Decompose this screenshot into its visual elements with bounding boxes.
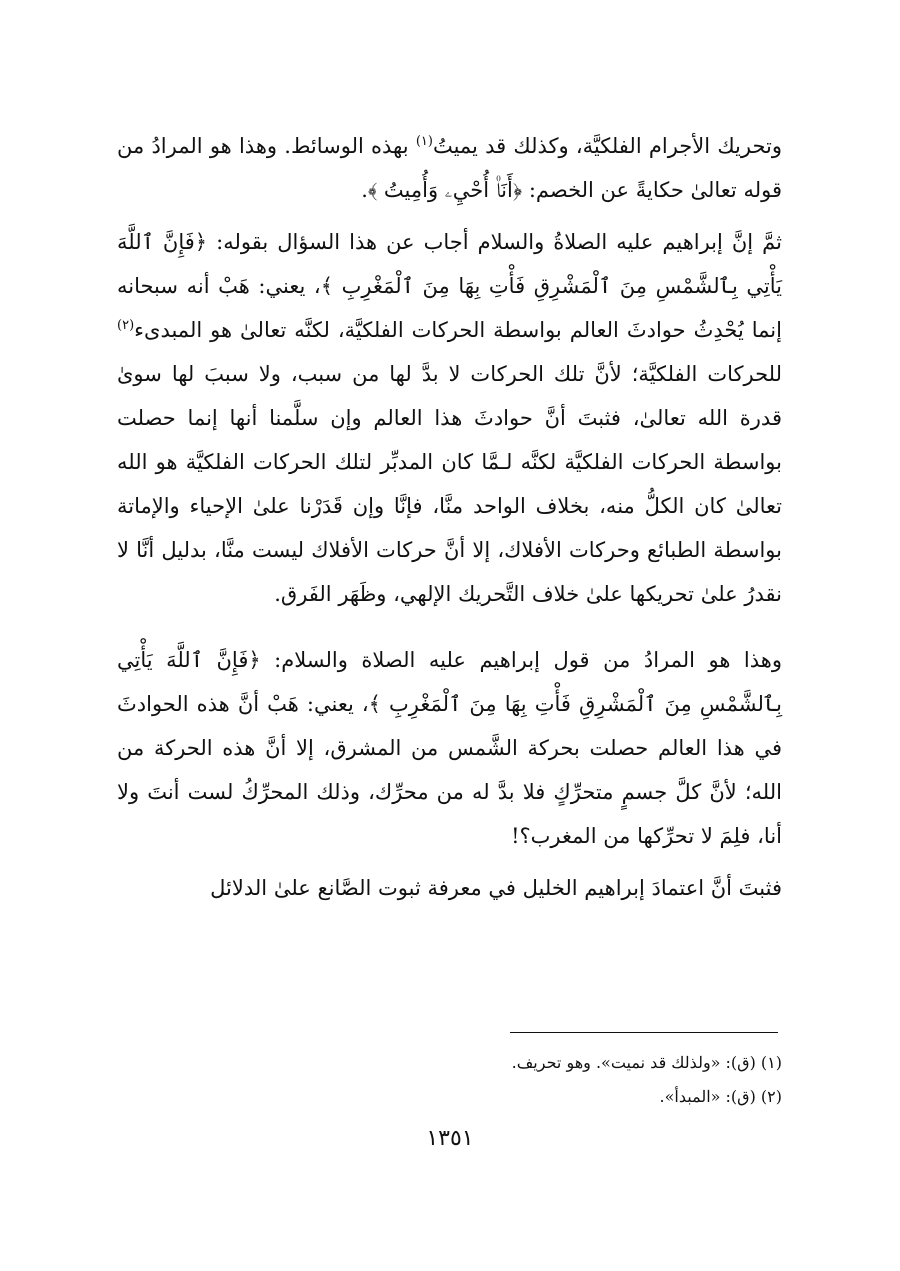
paragraph-4 [117, 866, 782, 910]
paragraph-3 [117, 638, 782, 858]
footnote-separator [510, 1032, 778, 1033]
paragraph-2 [117, 220, 782, 616]
footnote-ref-1: (١) [415, 134, 433, 149]
paragraph-1-text-b: بهذه الوسائط. وهذا هو المرادُ من قوله تعالىٰ حكايةً عن الخصم: ﴿أَنَا۠ أُحْيِۦ وَأُمِيتُ ﴾. [117, 134, 782, 202]
footnote-2: (٢) (ق): «المبدأ». [659, 1087, 782, 1106]
paragraph-2-text-b: للحركات الفلكيَّة؛ لأنَّ تلك الحركات لا بدَّ لها من سبب، ولا سببَ لها سوىٰ قدرة الله تعالىٰ، فثبتَ أنَّ حوادثَ هذا العالم وإن سلَّمنا أنها إنما حصلت بواسطة الحركات الفلكيَّة لكنَّه لـمَّا كان المدبِّر لتلك الحركات الفلكيَّة هو الله تعالىٰ كان الكلُّ منه، بخلاف الواحد منَّا، فإنَّا وإن قَدَرْنا علىٰ الإحياء والإماتة بواسطة الطبائع وحركات الأفلاك، إلا أنَّ حركات الأفلاك ليست منَّا، بدليل أنَّا لا نقدرُ علىٰ تحريكها علىٰ خلاف التَّحريك الإلهي، وظَهَر الفَرق. [117, 362, 782, 606]
footnote-1: (١) (ق): «ولذلك قد نميت». وهو تحريف. [511, 1053, 782, 1072]
page-number: ١٣٥١ [426, 1126, 474, 1151]
footnotes [117, 1046, 782, 1114]
paragraph-1-text-a: وتحريك الأجرام الفلكيَّة، وكذلك قد يميتُ [432, 134, 782, 158]
page-body [117, 124, 782, 910]
paragraph-3-text: وهذا هو المرادُ من قول إبراهيم عليه الصلاة والسلام: ﴿فَإِنَّ ٱللَّهَ يَأْتِي بِٱلشَّمْسِ مِنَ ٱلْمَشْرِقِ فَأْتِ بِهَا مِنَ ٱلْمَغْرِبِ ﴾، يعني: هَبْ أنَّ هذه الحوادثَ في هذا العالم حصلت بحركة الشَّمس من المشرق، إلا أنَّ هذه الحركة من الله؛ لأنَّ كلَّ جسمٍ متحرِّكٍ فلا بدَّ له من محرِّك، وذلك المحرِّكُ لست أنتَ ولا أنا، فلِمَ لا تحرِّكها من المغرب؟! [117, 648, 782, 848]
footnote-ref-2: (٢) [117, 318, 135, 333]
paragraph-1 [117, 124, 782, 212]
paragraph-2-text-a: ثمَّ إنَّ إبراهيم عليه الصلاةُ والسلام أجاب عن هذا السؤال بقوله: ﴿فَإِنَّ ٱللَّهَ يَأْتِي بِٱلشَّمْسِ مِنَ ٱلْمَشْرِقِ فَأْتِ بِهَا مِنَ ٱلْمَغْرِبِ ﴾، يعني: هَبْ أنه سبحانه إنما يُحْدِثُ حوادثَ العالم بواسطة الحركات الفلكيَّة، لكنَّه تعالىٰ هو المبدىء [117, 230, 782, 342]
paragraph-4-text: فثبتَ أنَّ اعتمادَ إبراهيم الخليل في معرفة ثبوت الصَّانع علىٰ الدلائل [210, 876, 782, 900]
